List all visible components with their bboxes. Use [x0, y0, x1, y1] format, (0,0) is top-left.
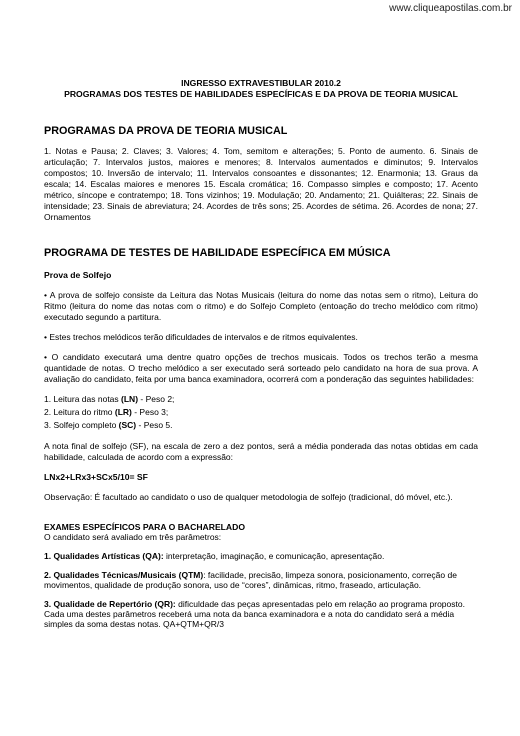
document-header [44, 78, 478, 100]
theory-section-title: PROGRAMAS DA PROVA DE TEORIA MUSICAL [44, 125, 288, 137]
watermark-url: www.cliqueapostilas.com.br [389, 3, 512, 14]
solfejo-observation: Observação: É facultado ao candidato o uso de qualquer metodologia de solfejo (tradicional, dó móvel, etc.). [44, 492, 453, 502]
music-section-title: PROGRAMA DE TESTES DE HABILIDADE ESPECÍFICA EM MÚSICA [44, 247, 391, 259]
criterion-technical [44, 570, 478, 590]
document-page [44, 78, 478, 629]
header-line-1: INGRESSO EXTRAVESTIBULAR 2010.2 [181, 78, 341, 88]
criterion-label: 2. Qualidades Técnicas/Musicais (QTM) [44, 570, 204, 580]
skills-list [44, 393, 478, 432]
exams-subtitle: O candidato será avaliado em três parâmetros: [44, 532, 222, 542]
list-item [44, 393, 478, 406]
criterion-label: 3. Qualidade de Repertório (QR): [44, 599, 176, 609]
list-item-code: (SC) [118, 420, 137, 430]
list-item-weight: - Peso 2; [138, 394, 175, 404]
solfejo-paragraph-2: • Estes trechos melódicos terão dificuldades de intervalos e de ritmos equivalentes. [44, 332, 358, 342]
list-item-text: 2. Leitura do ritmo [44, 407, 115, 417]
header-line-2: PROGRAMAS DOS TESTES DE HABILIDADES ESPECÍFICAS E DA PROVA DE TEORIA MUSICAL [64, 89, 458, 99]
criterion-repertoire [44, 599, 478, 629]
list-item-weight: - Peso 5. [136, 420, 173, 430]
criterion-text: interpretação, imaginação, e comunicação, apresentação. [163, 551, 385, 561]
list-item-code: (LR) [114, 407, 132, 417]
solfejo-paragraph-1: • A prova de solfejo consiste da Leitura das Notas Musicais (leitura do nome das notas sem o ritmo), Leitura do Ritmo (leitura do nome das notas com o ritmo) e do Solfejo Completo (entoação do trecho melódico com ritmo) executado segundo a partitura. [44, 290, 478, 322]
solfejo-formula: LNx2+LRx3+SCx5/10= SF [44, 472, 148, 482]
list-item [44, 419, 478, 432]
criterion-text: dificuldade das peças apresentadas pelo em relação ao programa proposto. Cada uma destes parâmetros receberá uma nota da banca examinadora e a nota do candidato será a média simples da soma destas notas. QA+QTM+QR/3 [44, 599, 465, 629]
solfejo-paragraph-4: A nota final de solfejo (SF), na escala de zero a dez pontos, será a média ponderada das notas obtidas em cada habilidade, calculada de acordo com a expressão: [44, 441, 478, 462]
criterion-text: : facilidade, precisão, limpeza sonora, posicionamento, correção de movimentos, qualidade de produção sonora, uso de “cores”, dinâmicas, ritmo, fraseado, articulação. [44, 570, 457, 590]
exams-section-title: EXAMES ESPECÍFICOS PARA O BACHARELADO [44, 522, 246, 532]
solfejo-subtitle: Prova de Solfejo [44, 270, 112, 280]
solfejo-paragraph-3: • O candidato executará uma dentre quatro opções de trechos musicais. Todos os trechos terão a mesma quantidade de notas. O trecho melódico a ser executado será sorteado pelo candidato na hora de sua prova. A avaliação do candidato, feita por uma banca examinadora, ocorrerá com a ponderação das seguintes habilidades: [44, 352, 478, 384]
criterion-artistic [44, 551, 478, 561]
list-item-code: (LN) [121, 394, 139, 404]
criterion-label: 1. Qualidades Artísticas (QA): [44, 551, 164, 561]
list-item [44, 406, 478, 419]
theory-topics-paragraph: 1. Notas e Pausa; 2. Claves; 3. Valores; 4. Tom, semitom e alterações; 5. Ponto de aumento. 6. Sinais de articulação; 7. Intervalos justos, maiores e menores; 8. Intervalos aumentados e diminutos; 9. Intervalos compostos; 10. Inversão de intervalo; 11. Intervalos consoantes e dissonantes; 12. Enarmonia; 13. Graus da escala; 14. Escalas maiores e menores 15. Escala cromática; 16. Compasso simples e composto; 17. Acento métrico, síncope e contratempo; 18. Tons vizinhos; 19. Modulação; 20. Andamento; 21. Quiálteras; 22. Sinais de intensidade; 23. Sinais de abreviatura; 24. Acordes de três sons; 25. Acordes de sétima. 26. Acordes de nona; 27. Ornamentos [44, 146, 478, 222]
list-item-weight: - Peso 3; [131, 407, 169, 417]
list-item-text: 3. Solfejo completo [44, 420, 119, 430]
list-item-text: 1. Leitura das notas [44, 394, 122, 404]
